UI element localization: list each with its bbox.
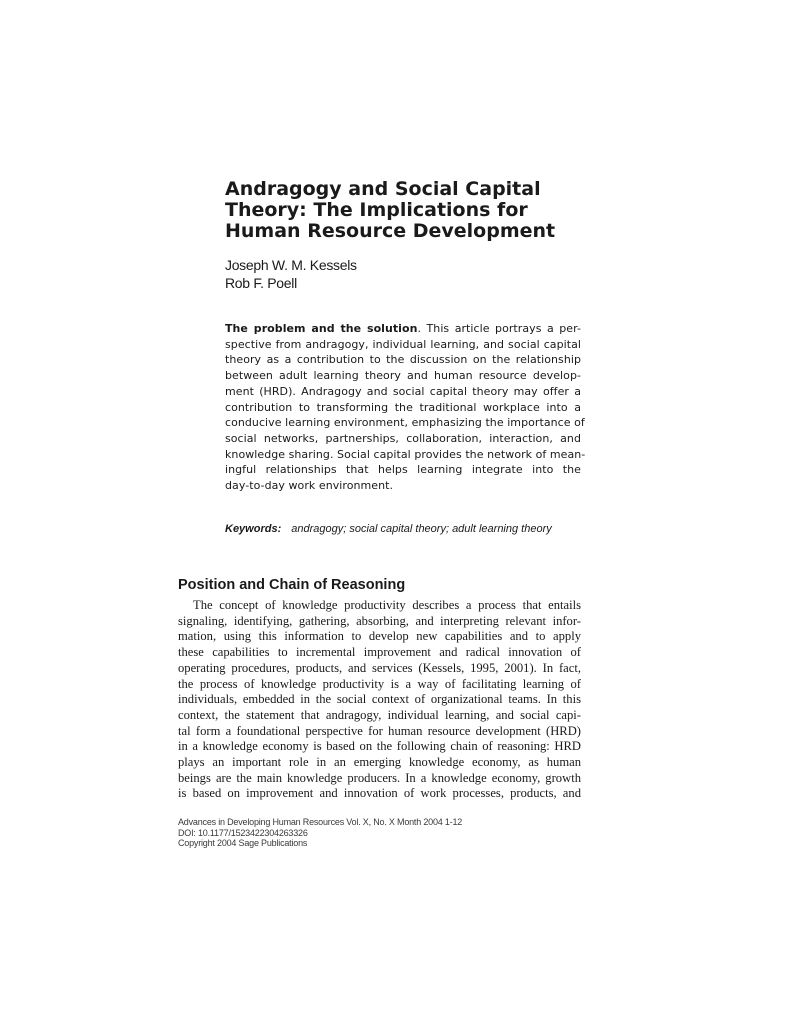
- title-line: Andragogy and Social Capital: [225, 178, 541, 200]
- abstract-line: [225, 321, 581, 337]
- body-line: context, the statement that andragogy, individual learning, and social capi-: [178, 707, 581, 722]
- abstract-heading: The problem and the solution: [225, 322, 418, 335]
- body-line: tal form a foundational perspective for human resource development (HRD): [178, 723, 581, 738]
- body-line: individuals, embedded in the social context of organizational teams. In this: [178, 692, 581, 707]
- keywords: [225, 522, 552, 536]
- author-name: Joseph W. M. Kessels: [225, 257, 357, 273]
- body-text: [178, 598, 581, 802]
- body-line: plays an important role in an emerging knowledge economy, as human: [178, 755, 581, 770]
- abstract-line: knowledge sharing. Social capital provides the network of mean-: [225, 447, 586, 461]
- abstract: [225, 321, 586, 494]
- title-line: Theory: The Implications for: [225, 199, 528, 221]
- abstract-line: ment (HRD). Andragogy and social capital theory may offer a: [225, 384, 581, 398]
- title-line: Human Resource Development: [225, 220, 556, 242]
- abstract-line: day-to-day work environment.: [225, 479, 394, 493]
- publication-footer: [178, 817, 462, 849]
- author-list: [225, 256, 357, 292]
- article-title: [225, 179, 625, 242]
- abstract-line: social networks, partnerships, collaboration, interaction, and: [225, 431, 581, 445]
- journal-citation: Advances in Developing Human Resources Vol. X, No. X Month 2004 1-12: [178, 817, 463, 827]
- abstract-line-text: . This article portrays a per-: [417, 322, 581, 335]
- body-line: operating procedures, products, and services (Kessels, 1995, 2001). In fact,: [178, 660, 581, 675]
- author-name: Rob F. Poell: [225, 275, 297, 291]
- body-line: mation, using this information to develop new capabilities and to apply: [178, 629, 581, 644]
- abstract-line: ingful relationships that helps learning integrate into the: [225, 463, 581, 477]
- body-line: is based on improvement and innovation of work processes, products, and: [178, 786, 581, 801]
- body-line: beings are the main knowledge producers. In a knowledge economy, growth: [178, 770, 581, 785]
- section-heading: Position and Chain of Reasoning: [178, 577, 406, 593]
- body-line: the process of knowledge productivity is a way of facilitating learning of: [178, 676, 581, 691]
- doi: DOI: 10.1177/1523422304263326: [178, 827, 308, 838]
- keywords-label: Keywords:: [225, 523, 282, 535]
- abstract-line: theory as a contribution to the discussion on the relationship: [225, 353, 581, 367]
- body-line: signaling, identifying, gathering, absorbing, and interpreting relevant infor-: [178, 613, 581, 628]
- abstract-line: between adult learning theory and human resource develop-: [225, 369, 581, 383]
- abstract-line: conducive learning environment, emphasizing the importance of: [225, 416, 585, 430]
- body-line: in a knowledge economy is based on the following chain of reasoning: HRD: [178, 739, 581, 754]
- keywords-value: andragogy; social capital theory; adult learning theory: [291, 523, 552, 535]
- body-line: these capabilities to incremental improvement and radical innovation of: [178, 645, 581, 660]
- body-line: The concept of knowledge productivity describes a process that entails: [193, 598, 581, 612]
- abstract-line: contribution to transforming the traditional workplace into a: [225, 400, 581, 414]
- abstract-line: spective from andragogy, individual learning, and social capital: [225, 337, 581, 351]
- copyright: Copyright 2004 Sage Publications: [178, 838, 308, 848]
